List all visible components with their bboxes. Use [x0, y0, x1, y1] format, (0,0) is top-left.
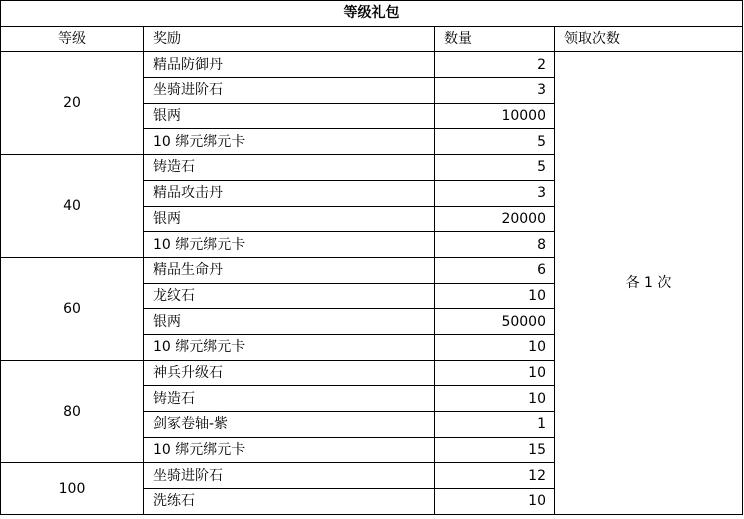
reward-quantity-cell: 3 [435, 180, 555, 206]
table-title: 等级礼包 [1, 1, 743, 27]
reward-name-cell: 10 绑元绑元卡 [144, 437, 435, 463]
reward-quantity-cell: 5 [435, 155, 555, 181]
level-cell: 80 [1, 360, 144, 463]
reward-name-cell: 10 绑元绑元卡 [144, 232, 435, 258]
reward-quantity-cell: 20000 [435, 206, 555, 232]
table-row [1, 52, 743, 78]
reward-quantity-cell: 2 [435, 52, 555, 78]
reward-name-cell: 洗练石 [144, 489, 435, 515]
reward-name-cell: 精品防御丹 [144, 52, 435, 78]
reward-quantity-cell: 50000 [435, 309, 555, 335]
reward-name-cell: 银两 [144, 309, 435, 335]
reward-name-cell: 铸造石 [144, 386, 435, 412]
reward-quantity-cell: 8 [435, 232, 555, 258]
reward-quantity-cell: 15 [435, 437, 555, 463]
level-cell: 40 [1, 155, 144, 258]
reward-quantity-cell: 12 [435, 463, 555, 489]
reward-name-cell: 银两 [144, 103, 435, 129]
reward-name-cell: 坐骑进阶石 [144, 463, 435, 489]
reward-name-cell: 神兵升级石 [144, 360, 435, 386]
reward-name-cell: 铸造石 [144, 155, 435, 181]
title-row [1, 1, 743, 27]
reward-quantity-cell: 3 [435, 78, 555, 104]
level-cell: 60 [1, 257, 144, 360]
header-row [1, 26, 743, 52]
reward-name-cell: 剑冢卷轴-紫 [144, 412, 435, 438]
header-level: 等级 [1, 26, 144, 52]
reward-quantity-cell: 1 [435, 412, 555, 438]
reward-name-cell: 10 绑元绑元卡 [144, 334, 435, 360]
reward-quantity-cell: 10 [435, 360, 555, 386]
reward-quantity-cell: 5 [435, 129, 555, 155]
reward-name-cell: 精品攻击丹 [144, 180, 435, 206]
reward-quantity-cell: 10 [435, 489, 555, 515]
table-body [1, 1, 743, 515]
reward-quantity-cell: 10000 [435, 103, 555, 129]
level-cell: 20 [1, 52, 144, 155]
reward-quantity-cell: 10 [435, 283, 555, 309]
reward-name-cell: 坐骑进阶石 [144, 78, 435, 104]
claim-times-cell: 各 1 次 [555, 52, 743, 514]
header-claim-times: 领取次数 [555, 26, 743, 52]
header-reward: 奖励 [144, 26, 435, 52]
reward-name-cell: 10 绑元绑元卡 [144, 129, 435, 155]
reward-name-cell: 精品生命丹 [144, 257, 435, 283]
reward-name-cell: 银两 [144, 206, 435, 232]
reward-quantity-cell: 10 [435, 386, 555, 412]
reward-name-cell: 龙纹石 [144, 283, 435, 309]
level-cell: 100 [1, 463, 144, 514]
header-quantity: 数量 [435, 26, 555, 52]
reward-quantity-cell: 10 [435, 334, 555, 360]
reward-quantity-cell: 6 [435, 257, 555, 283]
